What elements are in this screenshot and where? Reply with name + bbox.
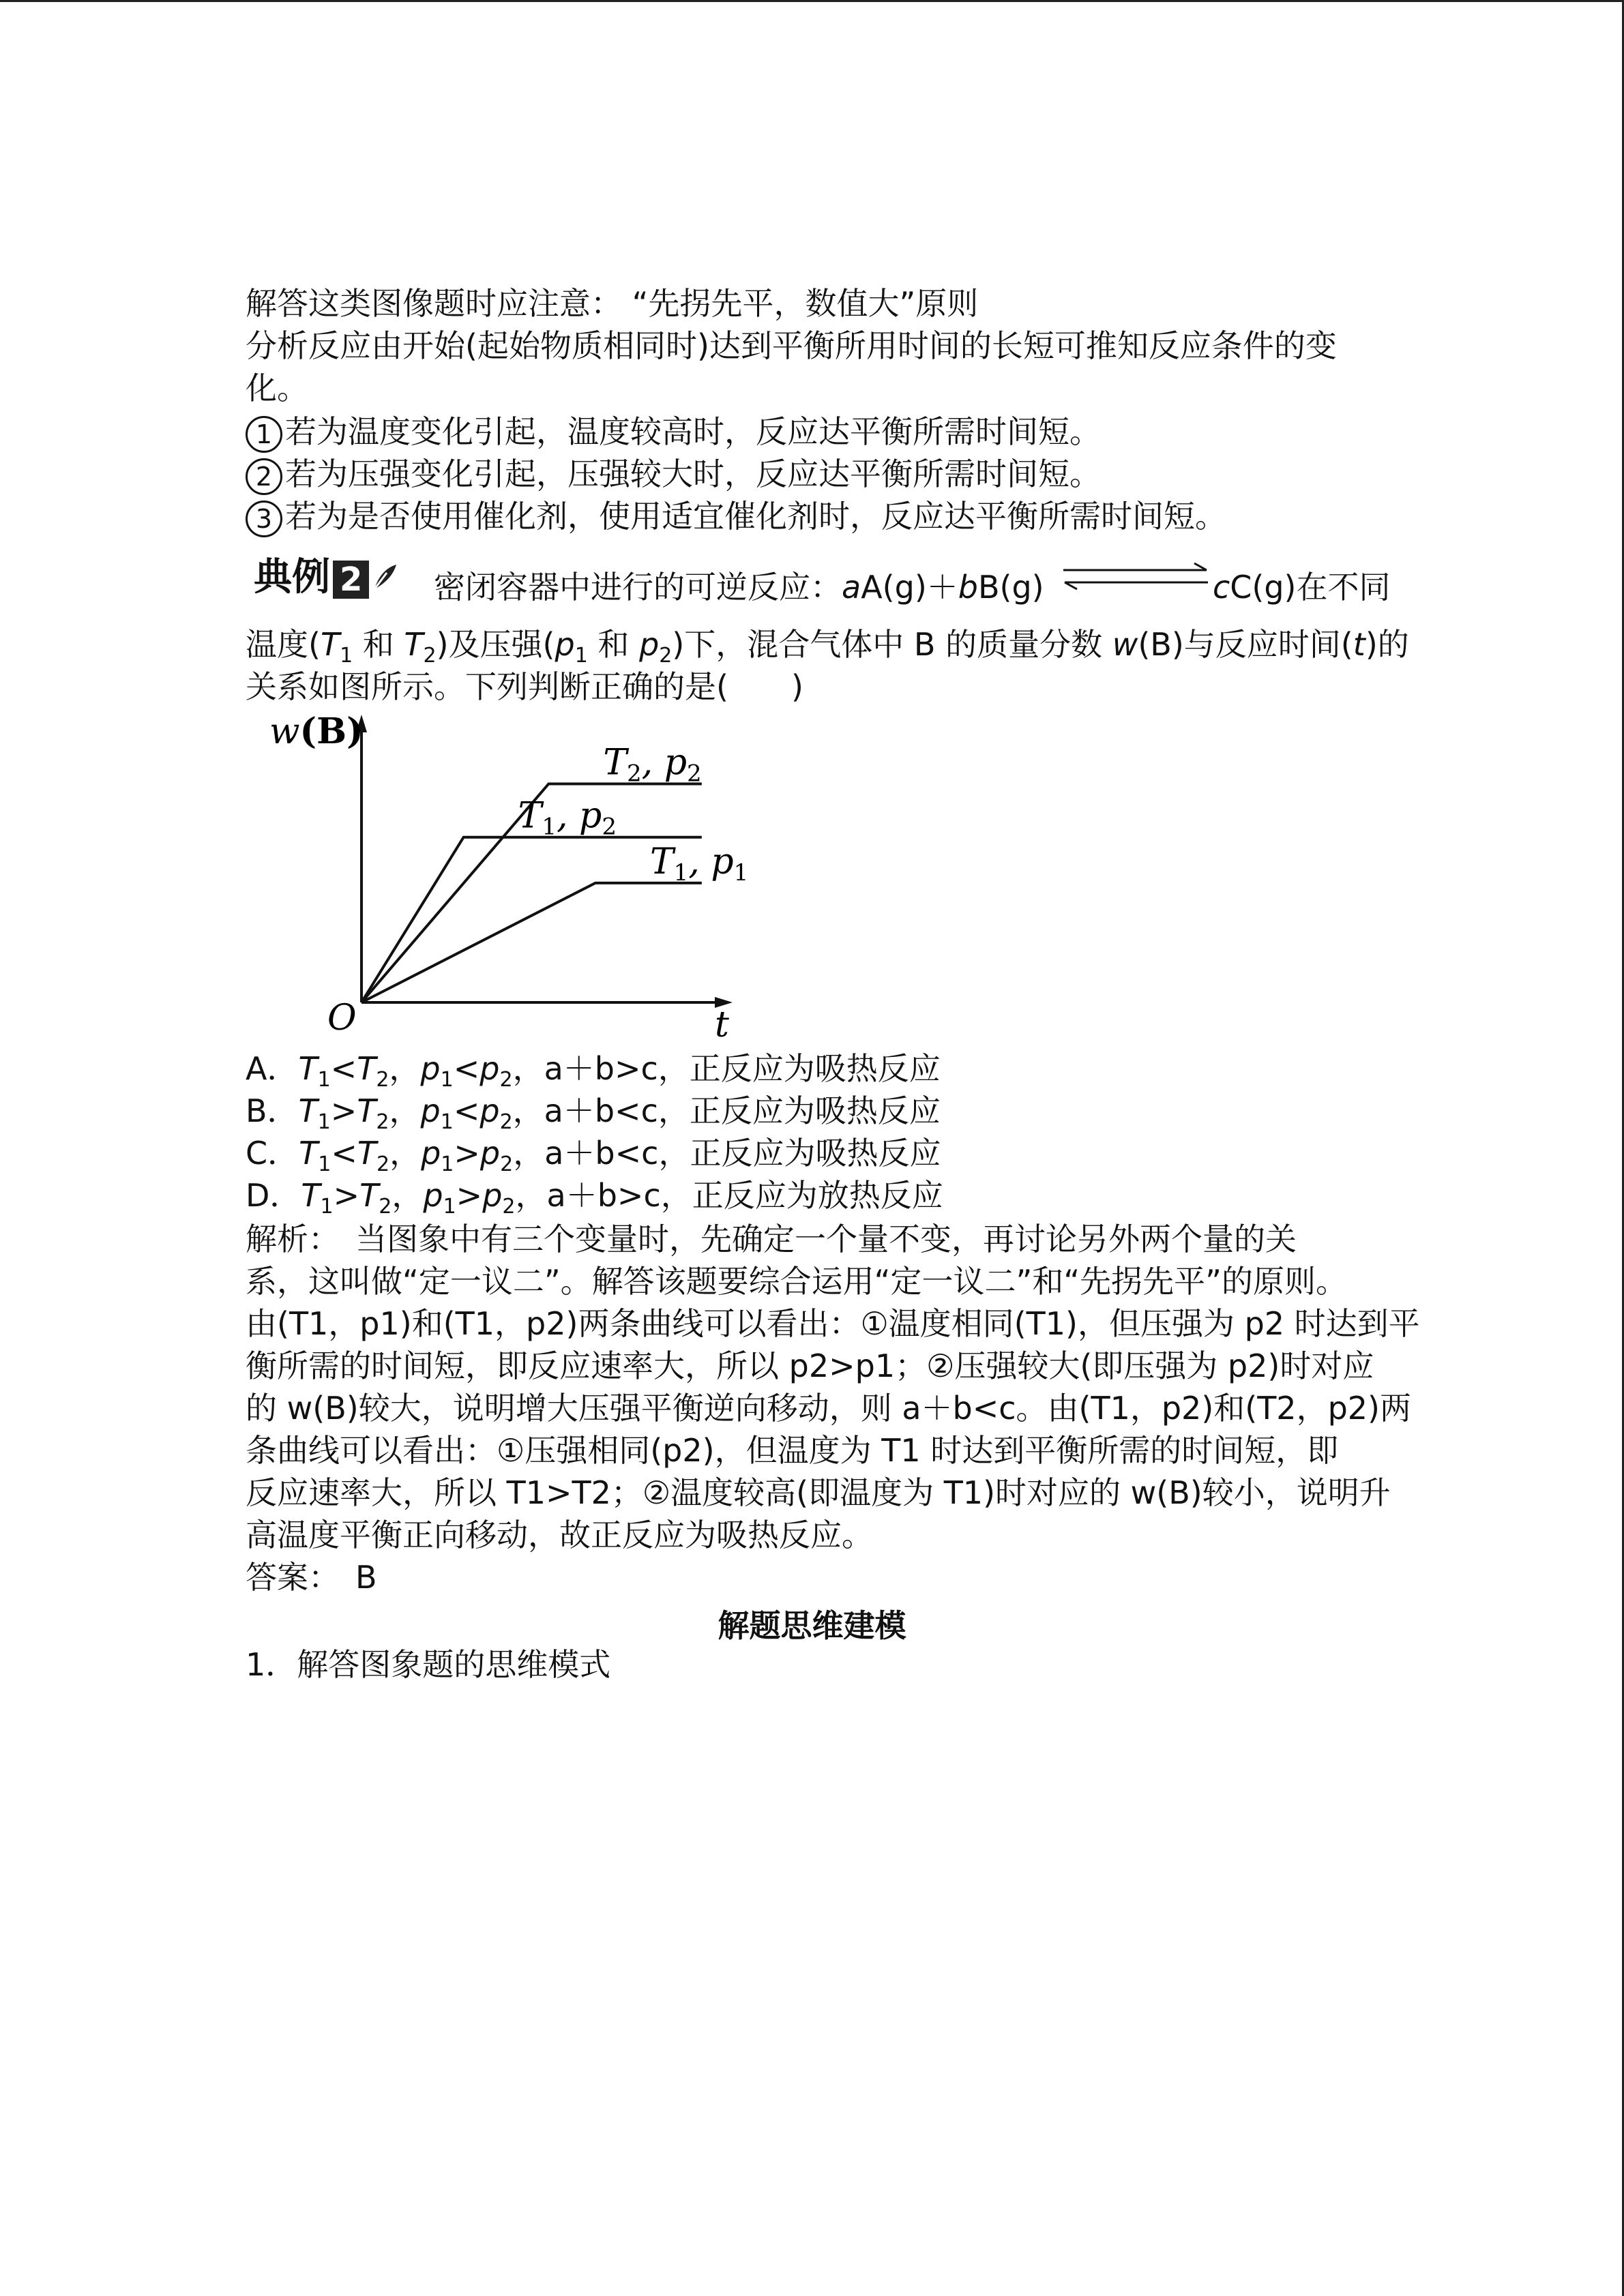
rule-text: 若为温度变化引起，温度较高时，反应达平衡所需时间短。 [285,413,1101,450]
option-b: B．$T_1>T_2$，$p_1<p_2$，a＋b<c，正反应为吸热反应 [246,1092,941,1134]
option-d: D．$T_1>T_2$，$p_1>p_2$，a＋b>c，正反应为放热反应 [246,1177,943,1219]
analysis-line-1: 解析： 当图象中有三个变量时，先确定一个量不变，再讨论另外两个量的关 [246,1221,1297,1257]
badge-number: 2 [333,561,369,599]
intro-line-3: 化。 [246,370,308,406]
equilibrium-arrows-icon [1061,561,1211,592]
intro-line-1: 解答这类图像题时应注意： “先拐先平，数值大”原则 [246,285,979,322]
intro-line-2: 分析反应由开始(起始物质相同时)达到平衡所用时间的长短可推知反应条件的变 [246,327,1337,364]
rule-text: 若为压强变化引起，压强较大时，反应达平衡所需时间短。 [285,456,1101,492]
question-line-1-end: cC(g)在不同 [1213,569,1391,606]
question-line-1: 密闭容器中进行的可逆反应：aA(g)＋bB(g) [434,569,1044,606]
section-heading: 解题思维建模 [718,1607,906,1644]
analysis-line-6: 条曲线可以看出：①压强相同(p2)，但温度为 T1 时达到平衡所需的时间短，即 [246,1432,1339,1469]
series-label-1: T1, p2 [518,795,617,841]
leaf-icon [372,556,399,603]
analysis-line-2: 系，这叫做“定一议二”。解答该题要综合运用“定一议二”和“先拐先平”的原则。 [246,1263,1347,1300]
question-line-2: 温度($T_1$ 和 $T_2$)及压强($p_1$ 和 $p_2$)下，混合气体中 B 的质量分数 w(B)与反应时间(t)的 [246,626,1409,668]
series-label-2: T1, p1 [649,841,749,886]
rule-2 [246,453,1101,495]
option-a: A．$T_1<T_2$，$p_1<p_2$，a＋b>c，正反应为吸热反应 [246,1050,941,1092]
origin-label: O [327,998,357,1039]
series-label-0: T2, p2 [603,742,702,788]
analysis-line-7: 反应速率大，所以 T1>T2；②温度较高(即温度为 T1)时对应的 w(B)较小，说明升 [246,1474,1391,1511]
analysis-line-4: 衡所需的时间短，即反应速率大，所以 p2>p1；②压强较大(即压强为 p2)时对应 [246,1347,1374,1384]
wb-time-chart [252,709,749,1045]
page-border-top [0,0,1624,2]
analysis-line-3: 由(T1，p1)和(T1，p2)两条曲线可以看出：①温度相同(T1)，但压强为 p2 时达到平 [246,1305,1420,1342]
analysis-line-5: 的 w(B)较大，说明增大压强平衡逆向移动，则 a＋b<c。由(T1，p2)和(T2，p2)两 [246,1390,1411,1427]
y-axis-label: w(B) [269,711,364,752]
option-c: C．$T_1<T_2$，$p_1>p_2$，a＋b<c，正反应为吸热反应 [246,1135,941,1176]
rule-3 [246,495,1226,537]
circled-number: 3 [246,501,282,537]
badge-text: 典例 [254,555,330,599]
circled-number: 1 [246,416,282,453]
x-axis-label: t [715,1004,729,1045]
circled-number: 2 [246,458,282,495]
section-item-1: 1．解答图象题的思维模式 [246,1646,611,1683]
question-intro: 密闭容器中进行的可逆反应： [434,569,842,606]
rule-text: 若为是否使用催化剂，使用适宜催化剂时，反应达平衡所需时间短。 [285,498,1226,535]
question-line-1-tail: 在不同 [1296,569,1391,606]
question-line-3: 关系如图所示。下列判断正确的是( ) [246,668,803,705]
example-badge [254,554,399,603]
answer-label: 答案： [246,1559,324,1596]
answer-value: B [355,1559,377,1596]
answer-line [246,1556,377,1598]
analysis-line-8: 高温度平衡正向移动，故正反应为吸热反应。 [246,1517,873,1553]
rule-1 [246,411,1101,453]
